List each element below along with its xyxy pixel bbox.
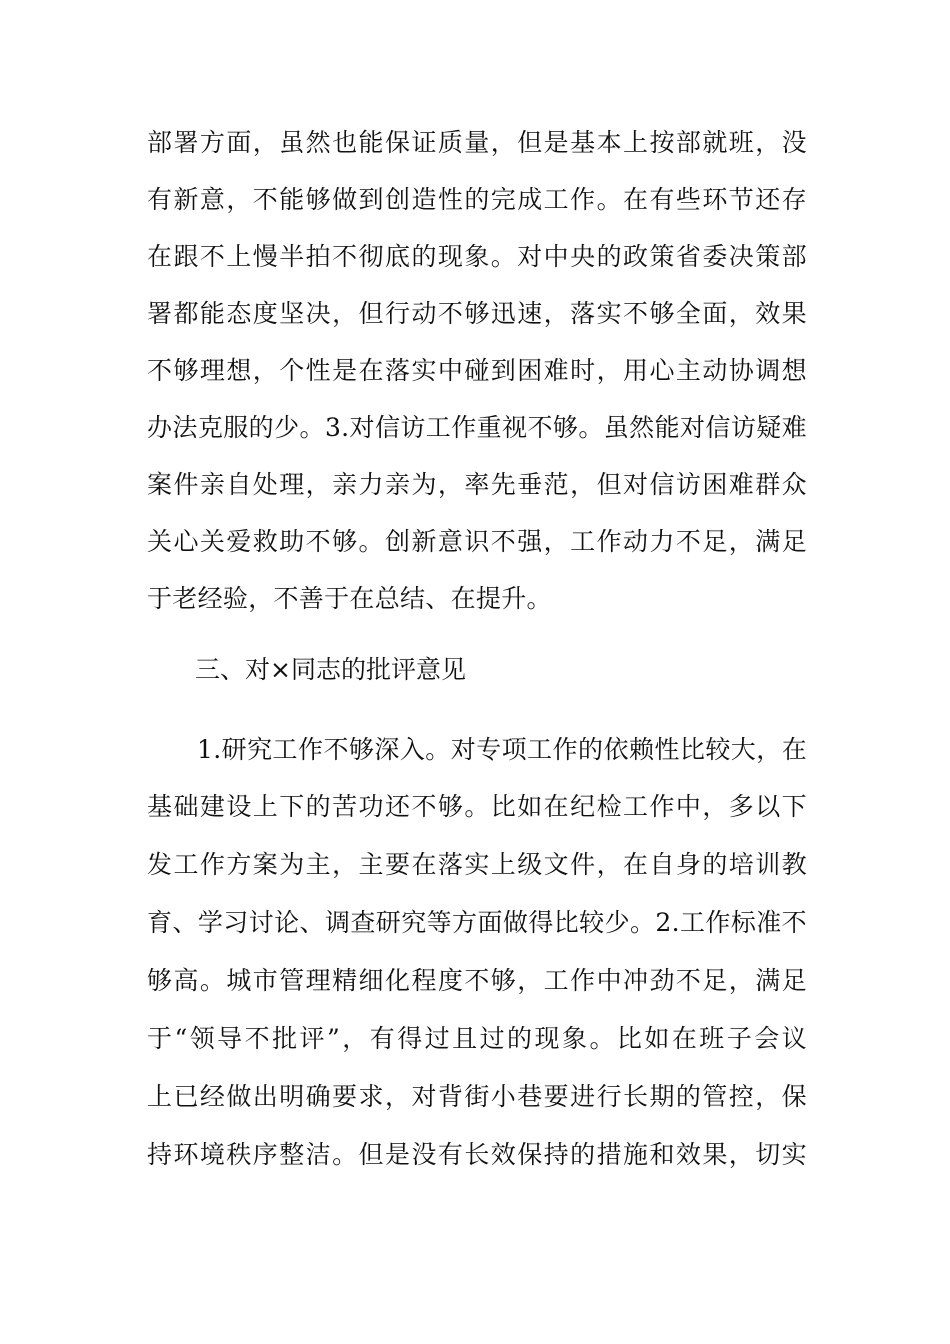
paragraph-line: 案件亲自处理，亲力亲为，率先垂范，但对信访困难群众 [147, 470, 807, 499]
paragraph-line: 持环境秩序整洁。但是没有长效保持的措施和效果，切实 [147, 1140, 807, 1169]
paragraph-line: 署都能态度坚决，但行动不够迅速，落实不够全面，效果 [147, 299, 807, 328]
paragraph-line: 够高。城市管理精细化程度不够，工作中冲劲不足，满足 [147, 966, 807, 995]
paragraph-line: 有新意，不能够做到创造性的完成工作。在有些环节还存 [147, 185, 807, 214]
paragraph-line: 1.研究工作不够深入。对专项工作的依赖性比较大，在 [197, 735, 807, 764]
paragraph-line: 于老经验，不善于在总结、在提升。 [147, 584, 552, 613]
paragraph-line: 关心关爱救助不够。创新意识不强，工作动力不足，满足 [147, 527, 807, 556]
paragraph-line: 基础建设上下的苦功还不够。比如在纪检工作中，多以下 [147, 792, 807, 821]
section-heading: 三、对×同志的批评意见 [195, 655, 466, 684]
paragraph-line: 办法克服的少。3.对信访工作重视不够。虽然能对信访疑难 [147, 413, 807, 442]
paragraph-line: 部署方面，虽然也能保证质量，但是基本上按部就班，没 [147, 128, 807, 157]
paragraph-line: 育、学习讨论、调查研究等方面做得比较少。2.工作标准不 [147, 908, 807, 937]
paragraph-line: 不够理想，个性是在落实中碰到困难时，用心主动协调想 [147, 356, 807, 385]
paragraph-line: 于“领导不批评”，有得过且过的现象。比如在班子会议 [147, 1024, 807, 1053]
paragraph-line: 上已经做出明确要求，对背街小巷要进行长期的管控，保 [147, 1082, 807, 1111]
paragraph-line: 在跟不上慢半拍不彻底的现象。对中央的政策省委决策部 [147, 242, 807, 271]
paragraph-line: 发工作方案为主，主要在落实上级文件，在自身的培训教 [147, 850, 807, 879]
